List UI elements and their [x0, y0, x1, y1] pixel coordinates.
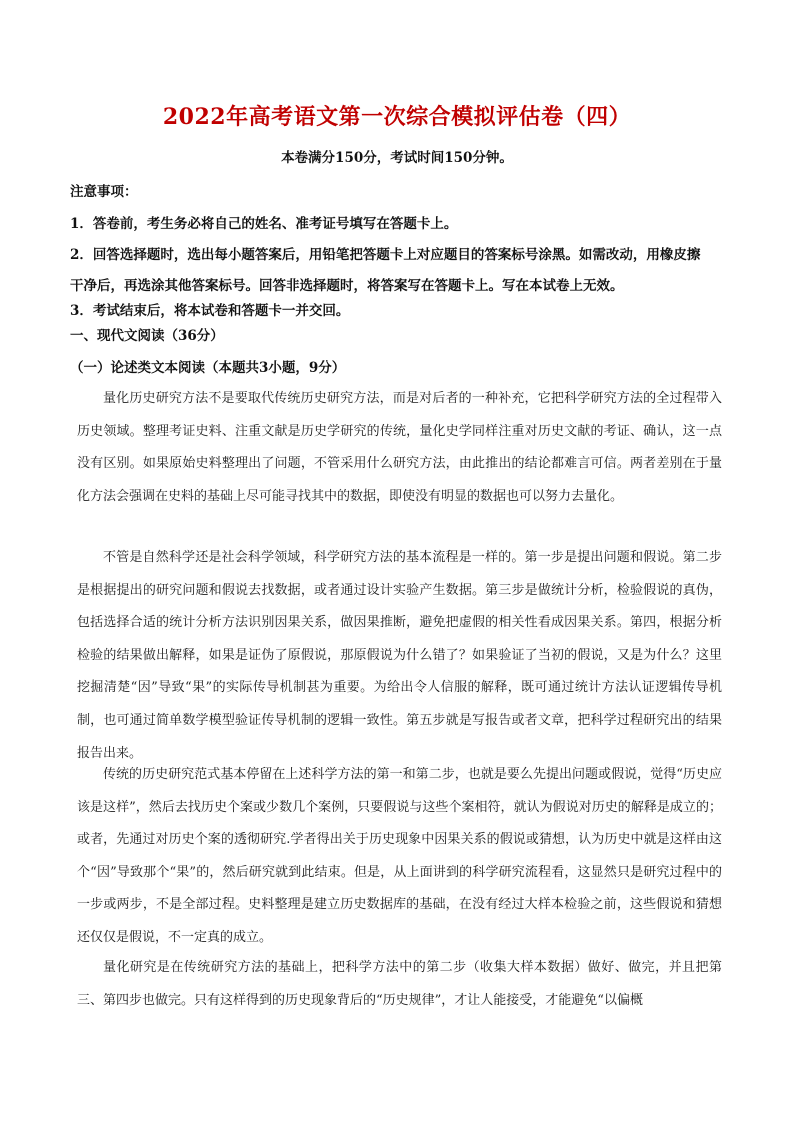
section-heading: 一、现代文阅读（36分） [70, 328, 224, 344]
paragraph-1: 量化历史研究方法不是要取代传统历史研究方法，而是对后者的一种补充，它把科学研究方法的全过程带入历史领域。整理考证史料、注重文献是历史学研究的传统，量化史学同样注重对历史文献的考证、确认，这一点没有区别。如果原始史料整理出了问题，不管采用什么研究方法，由此推出的结论都难言可信。两者差别在于量化方法会强调在史料的基础上尽可能寻找其中的数据，即使没有明显的数据也可以努力去量化。 [77, 391, 722, 504]
paragraph-3: 传统的历史研究范式基本停留在上述科学方法的第一和第二步，也就是要么先提出问题或假说，觉得“历史应该是这样”，然后去找历史个案或少数几个案例，只要假说与这些个案相符，就认为假说对历史的解释是成立的；或者，先通过对历史个案的透彻研究.学者得出关于历史现象中因果关系的假说或猜想，认为历史中就是这样由这个“因”导致那个“果”的，然后研究就到此结束。但是，从上面讲到的科学研究流程看，这显然只是研究过程中的一步或两步，不是全部过程。史料整理是建立历史数据库的基础，在没有经过大样本检验之前，这些假说和猜想还仅仅是假说，不一定真的成立。 [77, 767, 722, 945]
subsection-heading: （一）论述类文本阅读（本题共3小题，9分） [70, 360, 346, 376]
paragraph-4: 量化研究是在传统研究方法的基础上，把科学方法中的第二步（收集大样本数据）做好、做完，并且把第三、第四步也做完。只有这样得到的历史现象背后的“历史规律”，才让人能接受，才能避免“以偏概 [77, 960, 722, 1008]
notice-item-3: 3．考试结束后，将本试卷和答题卡一并交回。 [70, 303, 350, 319]
exam-title: 2022年高考语文第一次综合模拟评估卷（四） [162, 104, 632, 130]
paragraph-2: 不管是自然科学还是社会科学领域，科学研究方法的基本流程是一样的。第一步是提出问题和假说。第二步是根据提出的研究问题和假说去找数据，或者通过设计实验产生数据。第三步是做统计分析，检验假说的真伪，包括选择合适的统计分析方法识别因果关系，做因果推断，避免把虚假的相关性看成因果关系。第四，根据分析检验的结果做出解释，如果是证伪了原假说，那原假说为什么错了？如果验证了当初的假说，又是为什么？这里挖掘清楚“因”导致“果”的实际传导机制甚为重要。为给出令人信服的解释，既可通过统计方法认证逻辑传导机制，也可通过简单数学模型验证传导机制的逻辑一致性。第五步就是写报告或者文章，把科学过程研究出的结果报告出来。 [77, 550, 722, 761]
notice-heading: 注意事项： [70, 184, 138, 200]
exam-subtitle: 本卷满分150分，考试时间150分钟。 [281, 150, 513, 166]
notice-item-2-line-1: 2．回答选择题时，选出每小题答案后，用铅笔把答题卡上对应题目的答案标号涂黑。如需改动，用橡皮擦 [70, 247, 701, 263]
notice-item-1: 1．答卷前，考生务必将自己的姓名、准考证号填写在答题卡上。 [70, 216, 458, 232]
notice-item-2-line-2: 干净后，再选涂其他答案标号。回答非选择题时，将答案写在答题卡上。写在本试卷上无效。 [70, 278, 624, 294]
